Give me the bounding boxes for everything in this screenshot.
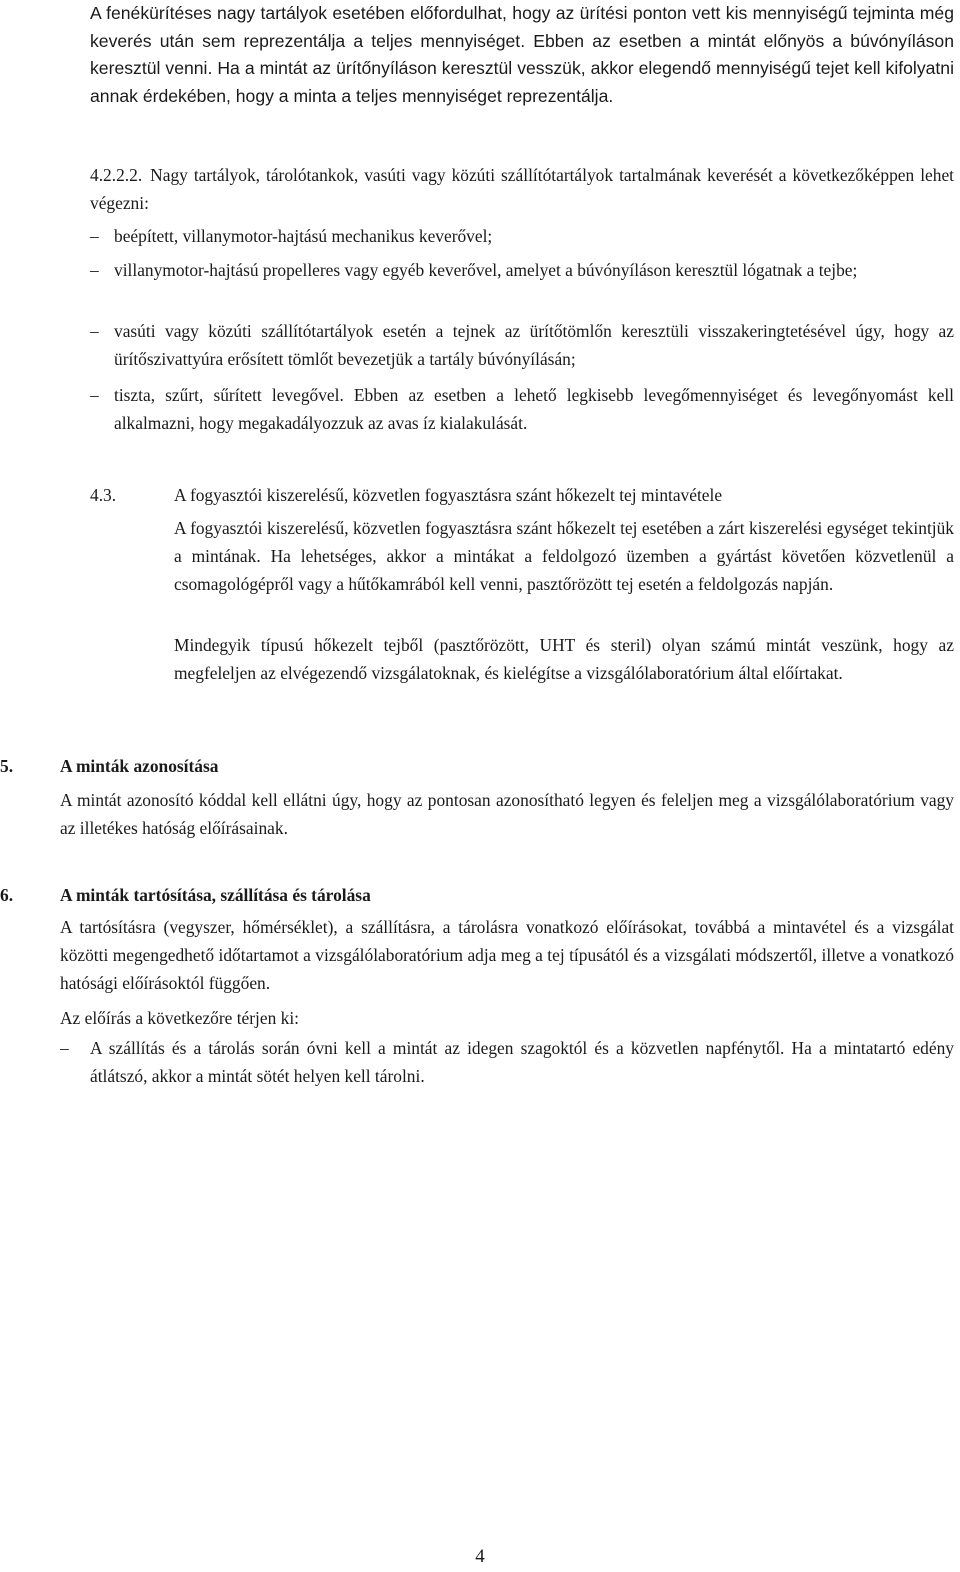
section-6-paragraph-1: A tartósításra (vegyszer, hőmérséklet), a szállításra, a tárolásra vonatkozó előírásokat, továbbá a mintavétel és a vizsgálat közötti megengedhető időtartamot a vizsgálólaboratórium adja meg a tej típusától és a vizsgálati módszertől, illetve a vonatkozó hatósági előírásoktól függően. — [60, 917, 954, 993]
section-5-text: A mintát azonosító kóddal kell ellátni úgy, hogy az pontosan azonosítható legyen és feleljen meg a vizsgálólaboratórium vagy az illetékes hatóság előírásainak. — [60, 790, 954, 838]
section-title-5: A minták azonosítása — [60, 756, 219, 776]
intro-paragraph: A fenékürítéses nagy tartályok esetében előfordulhat, hogy az ürítési ponton vett kis mennyiségű tejminta még keverés után sem reprezentálja a teljes mennyiséget. Ebben az esetben a mintát előnyös a búvónyíláson keresztül venni. Ha a mintát az ürítőnyíláson keresztül vesszük, akkor elegendő mennyiségű tejet kell kifolyatni annak érdekében, hogy a minta a teljes mennyiséget reprezentálja. — [90, 3, 954, 106]
list-dash: – — [90, 260, 99, 280]
section-number-4-2-2-2: 4.2.2.2. — [90, 165, 143, 185]
section-number-6: 6. — [0, 885, 14, 905]
list-dash: – — [60, 1038, 69, 1058]
list-item-mixing-2: villanymotor-hajtású propelleres vagy egyéb keverővel, amelyet a búvónyíláson keresztül lógatnak a tejbe; — [114, 260, 858, 280]
section-6-list-item-1: A szállítás és a tárolás során óvni kell a mintát az idegen szagoktól és a közvetlen napfénytől. Ha a mintatartó edény átlátszó, akkor a mintát sötét helyen kell tárolni. — [90, 1038, 954, 1086]
section-4-2-2-2-intro: Nagy tartályok, tárolótankok, vasúti vagy közúti szállítótartályok tartalmának keverését a következőképpen lehet végezni: — [90, 165, 954, 213]
section-title-4-3: A fogyasztói kiszerelésű, közvetlen fogyasztásra szánt hőkezelt tej mintavétele — [174, 485, 723, 505]
list-dash: – — [90, 321, 99, 341]
section-title-6: A minták tartósítása, szállítása és tárolása — [60, 885, 371, 905]
list-item-mixing-1: beépített, villanymotor-hajtású mechanikus keverővel; — [114, 226, 493, 246]
section-4-2-2-2-body — [90, 161, 954, 217]
list-dash: – — [90, 385, 99, 405]
section-number-4-3: 4.3. — [90, 485, 117, 505]
list-item-mixing-4: tiszta, szűrt, sűrített levegővel. Ebben az esetben a lehető legkisebb levegőmennyiséget és levegőnyomást kell alkalmazni, hogy megakadályozzuk az avas íz kialakulását. — [114, 385, 954, 433]
list-item-mixing-3: vasúti vagy közúti szállítótartályok esetén a tejnek az ürítőtömlőn keresztüli visszakeringtetésével úgy, hogy az ürítőszivattyúra erősített tömlőt bevezetjük a tartály búvónyílásán; — [114, 321, 954, 369]
section-number-5: 5. — [0, 756, 14, 776]
section-4-3-paragraph-2: Mindegyik típusú hőkezelt tejből (pasztőrözött, UHT és steril) olyan számú mintát veszünk, hogy az megfeleljen az elvégezendő vizsgálatoknak, és kielégítse a vizsgálólaboratórium által előírtakat. — [174, 635, 954, 683]
section-4-3-paragraph-1: A fogyasztói kiszerelésű, közvetlen fogyasztásra szánt hőkezelt tej esetében a zárt kiszerelési egységet tekintjük a mintának. Ha lehetséges, akkor a mintákat a feldolgozó üzemben a gyártást követően közvetlenül a csomagológépről vagy a hűtőkamrából kell venni, pasztőrözött tej esetén a feldolgozás napján. — [174, 518, 954, 594]
page-number: 4 — [475, 1546, 485, 1567]
list-dash: – — [90, 226, 99, 246]
section-6-paragraph-2: Az előírás a következőre térjen ki: — [60, 1008, 300, 1028]
